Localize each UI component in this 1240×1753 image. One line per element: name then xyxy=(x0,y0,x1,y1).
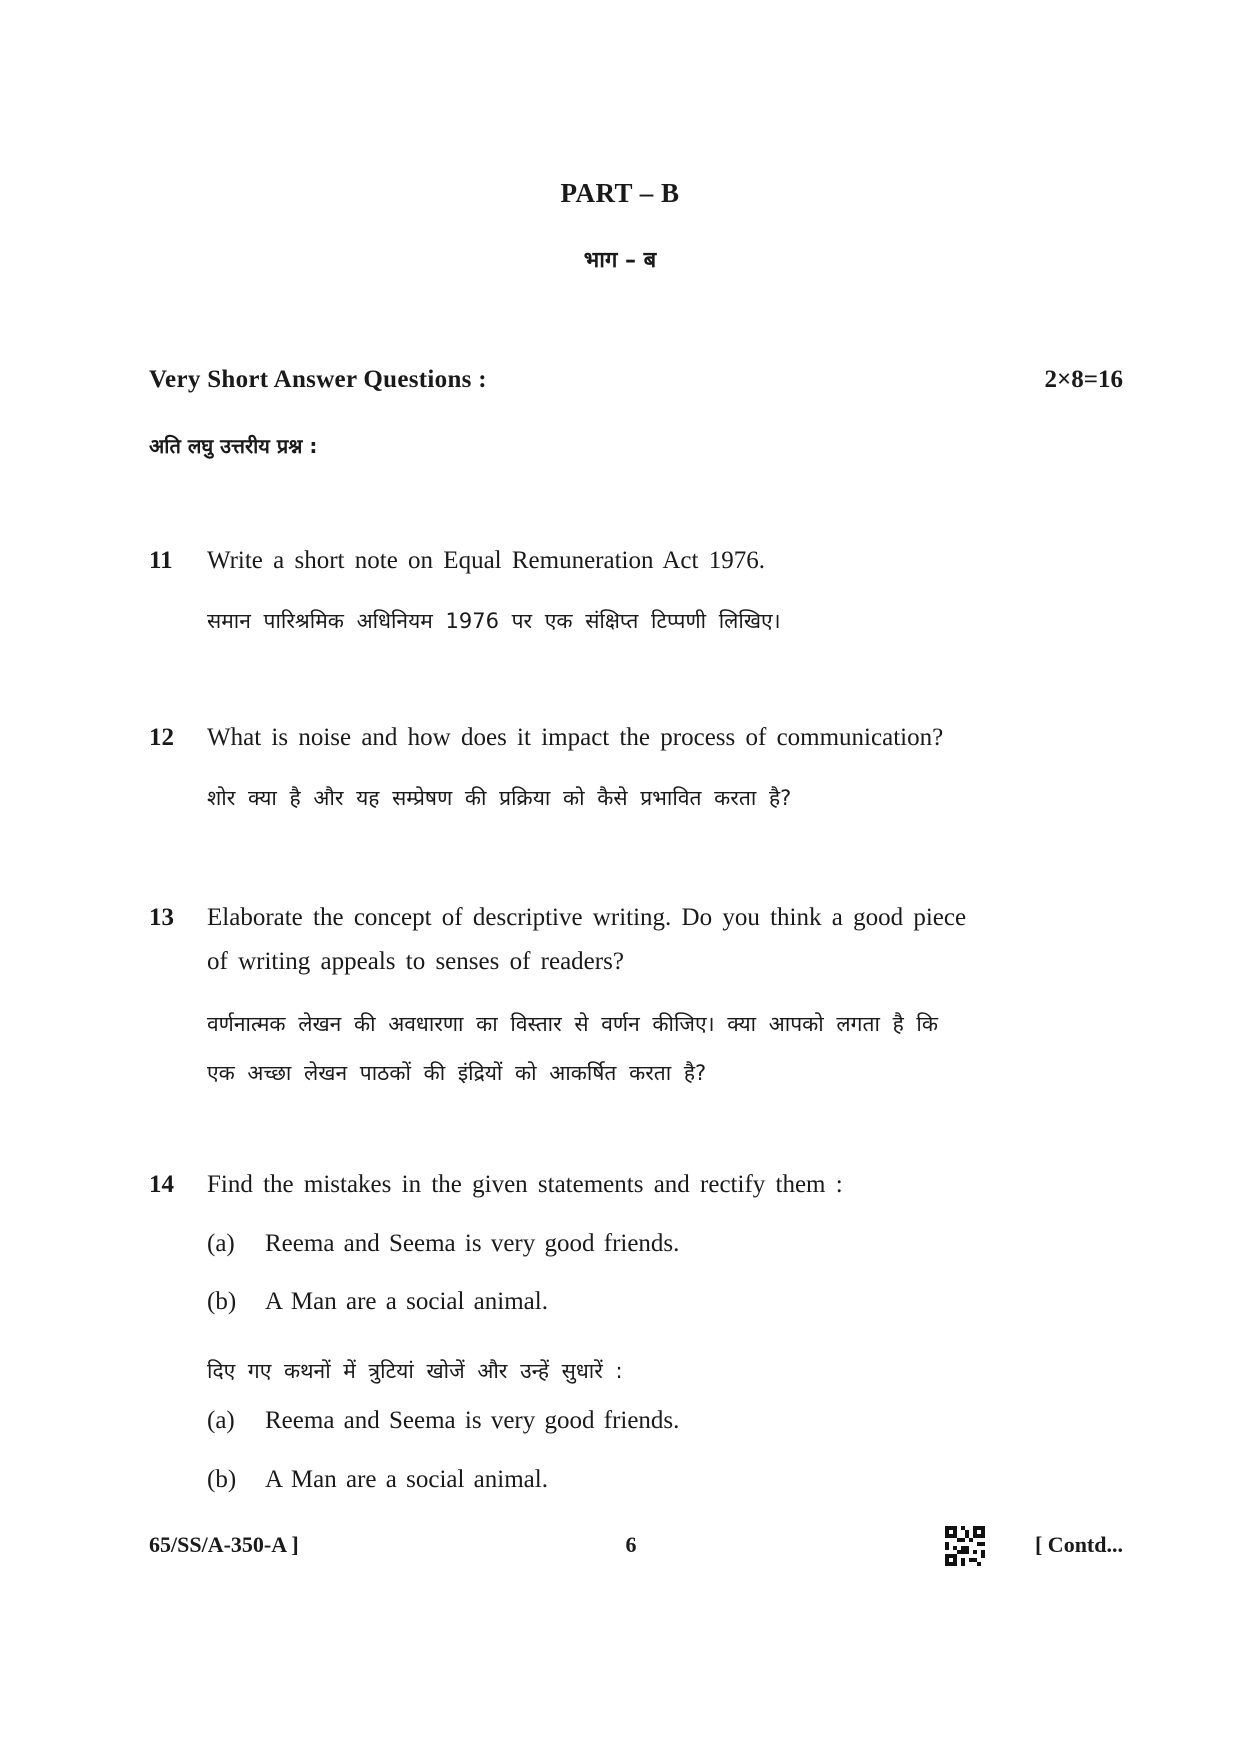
option-text: Reema and Seema is very good friends. xyxy=(265,1230,680,1257)
section-marks: 2×8=16 xyxy=(1044,366,1123,393)
part-title: PART – B xyxy=(560,178,680,208)
question-number: 11 xyxy=(149,547,173,574)
question-text-en: Find the mistakes in the given statements and rectify them : xyxy=(207,1171,843,1198)
qr-code-icon xyxy=(945,1526,985,1566)
option-label: (b) xyxy=(207,1466,237,1493)
option-text: Reema and Seema is very good friends. xyxy=(265,1407,680,1434)
question-text-hi-line2: एक अच्छा लेखन पाठकों की इंद्रियों को आकर्षित करता है? xyxy=(207,1061,707,1085)
option-label: (b) xyxy=(207,1288,237,1315)
page-number: 6 xyxy=(625,1532,637,1557)
paper-code: 65/SS/A-350-A ] xyxy=(149,1532,299,1557)
question-text-hi-line1: वर्णनात्मक लेखन की अवधारणा का विस्तार से वर्णन कीजिए। क्या आपको लगता है कि xyxy=(207,1012,938,1036)
continued-label: [ Contd... xyxy=(1034,1532,1123,1557)
question-text-en: Write a short note on Equal Remuneration Act 1976. xyxy=(207,547,765,574)
question-text-en: What is noise and how does it impact the process of communication? xyxy=(207,724,944,751)
question-number: 14 xyxy=(149,1171,174,1198)
option-text: A Man are a social animal. xyxy=(265,1466,548,1493)
option-label: (a) xyxy=(207,1230,235,1257)
option-text: A Man are a social animal. xyxy=(265,1288,548,1315)
section-heading: Very Short Answer Questions : xyxy=(149,366,487,393)
question-number: 12 xyxy=(149,724,174,751)
question-text-hi: शोर क्या है और यह सम्प्रेषण की प्रक्रिया को कैसे प्रभावित करता है? xyxy=(207,786,792,810)
section-heading-hindi: अति लघु उत्तरीय प्रश्न : xyxy=(149,434,318,458)
question-text-hi: समान पारिश्रमिक अधिनियम 1976 पर एक संक्षिप्त टिप्पणी लिखिए। xyxy=(207,609,781,633)
question-number: 13 xyxy=(149,904,174,931)
question-text-hi: दिए गए कथनों में त्रुटियां खोजें और उन्हें सुधारें : xyxy=(207,1359,623,1383)
question-text-en-line2: of writing appeals to senses of readers? xyxy=(207,948,624,975)
option-label: (a) xyxy=(207,1407,235,1434)
question-text-en-line1: Elaborate the concept of descriptive writing. Do you think a good piece xyxy=(207,904,967,931)
part-title-hindi: भाग – ब xyxy=(583,248,657,273)
